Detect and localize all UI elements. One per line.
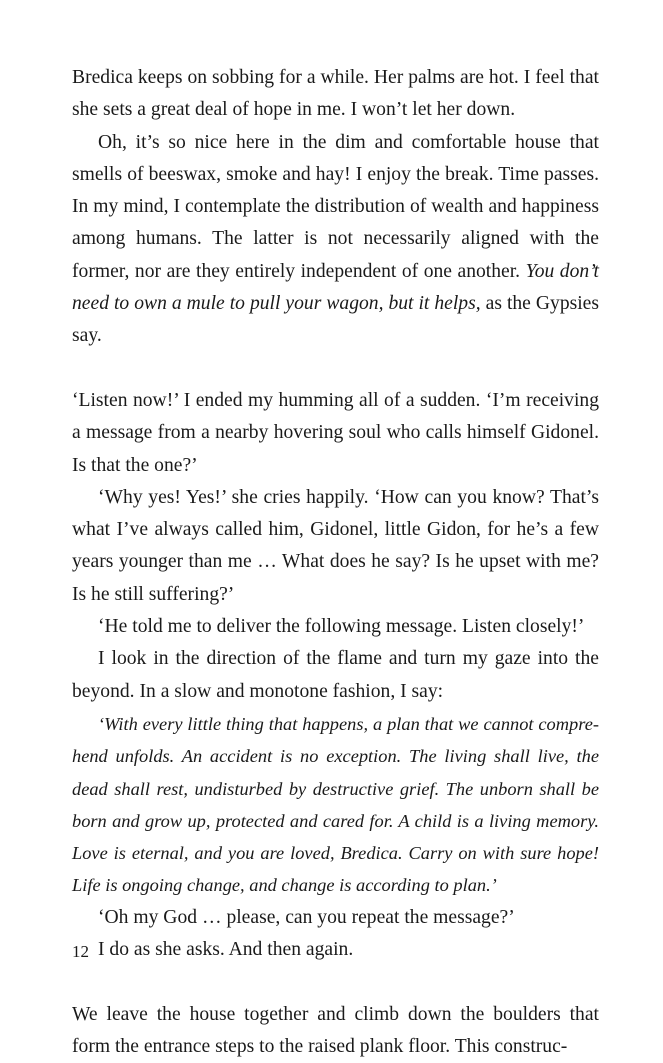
paragraph-oh-my-god: ‘Oh my God … please, can you repeat the message?’ [98, 906, 515, 928]
paragraph-repeat: I do as she asks. And then again. [98, 939, 354, 961]
paragraph-flame: I look in the direction of the flame and turn my gaze into the beyond. In a slow and monotone fashion, I say: [72, 648, 599, 702]
paragraph-why-yes: ‘Why yes! Yes!’ she cries happily. ‘How can you know? That’s what I’ve always called him, Gidonel, little Gidon, for he’s a few years younger than me … What does he say? Is he upset with me? Is he still suffering?’ [72, 486, 599, 605]
paragraph-house [72, 127, 599, 353]
paragraph-house-text: Oh, it’s so nice here in the dim and comfortable house that smells of beeswax, smoke and hay! I enjoy the break. Time passes. In my mind, I contemplate the distribution of wealth and happiness among humans. The latter is not necessarily aligned with the former, nor are they entirely independent of one another. [72, 131, 599, 282]
paragraph-house-ending: as the Gypsies say. [72, 293, 600, 347]
page-number: 12 [72, 942, 89, 961]
paragraph-sobbing: Bredica keeps on sobbing for a while. Her palms are hot. I feel that she sets a great deal of hope in me. I won’t let her down. [72, 67, 599, 121]
paragraph-deliver-message: ‘He told me to deliver the following message. Listen closely!’ [98, 616, 585, 638]
page-body [72, 62, 599, 1063]
paragraph-spirit-message: ‘With every little thing that happens, a plan that we cannot comprehend unfolds. An accident is no exception. The living shall live, the dead shall rest, undisturbed by destructive grief. The unborn shall be born and grow up, protected and cared for. A child is a living memory. Love is eternal, and you are loved, Bredica. Carry on with sure hope! Life is ongoing change, and change is according to plan.’ [72, 713, 599, 896]
paragraph-leave-house: We leave the house together and climb down the boulders that form the entrance steps to the raised plank floor. This construc- [72, 1003, 599, 1057]
gypsy-proverb: You don’t need to own a mule to pull your wagon, but it helps, [72, 260, 599, 315]
paragraph-listen-now: ‘Listen now!’ I ended my humming all of a sudden. ‘I’m receiving a message from a nearby hovering soul who calls himself Gidonel. Is that the one?’ [72, 389, 599, 476]
